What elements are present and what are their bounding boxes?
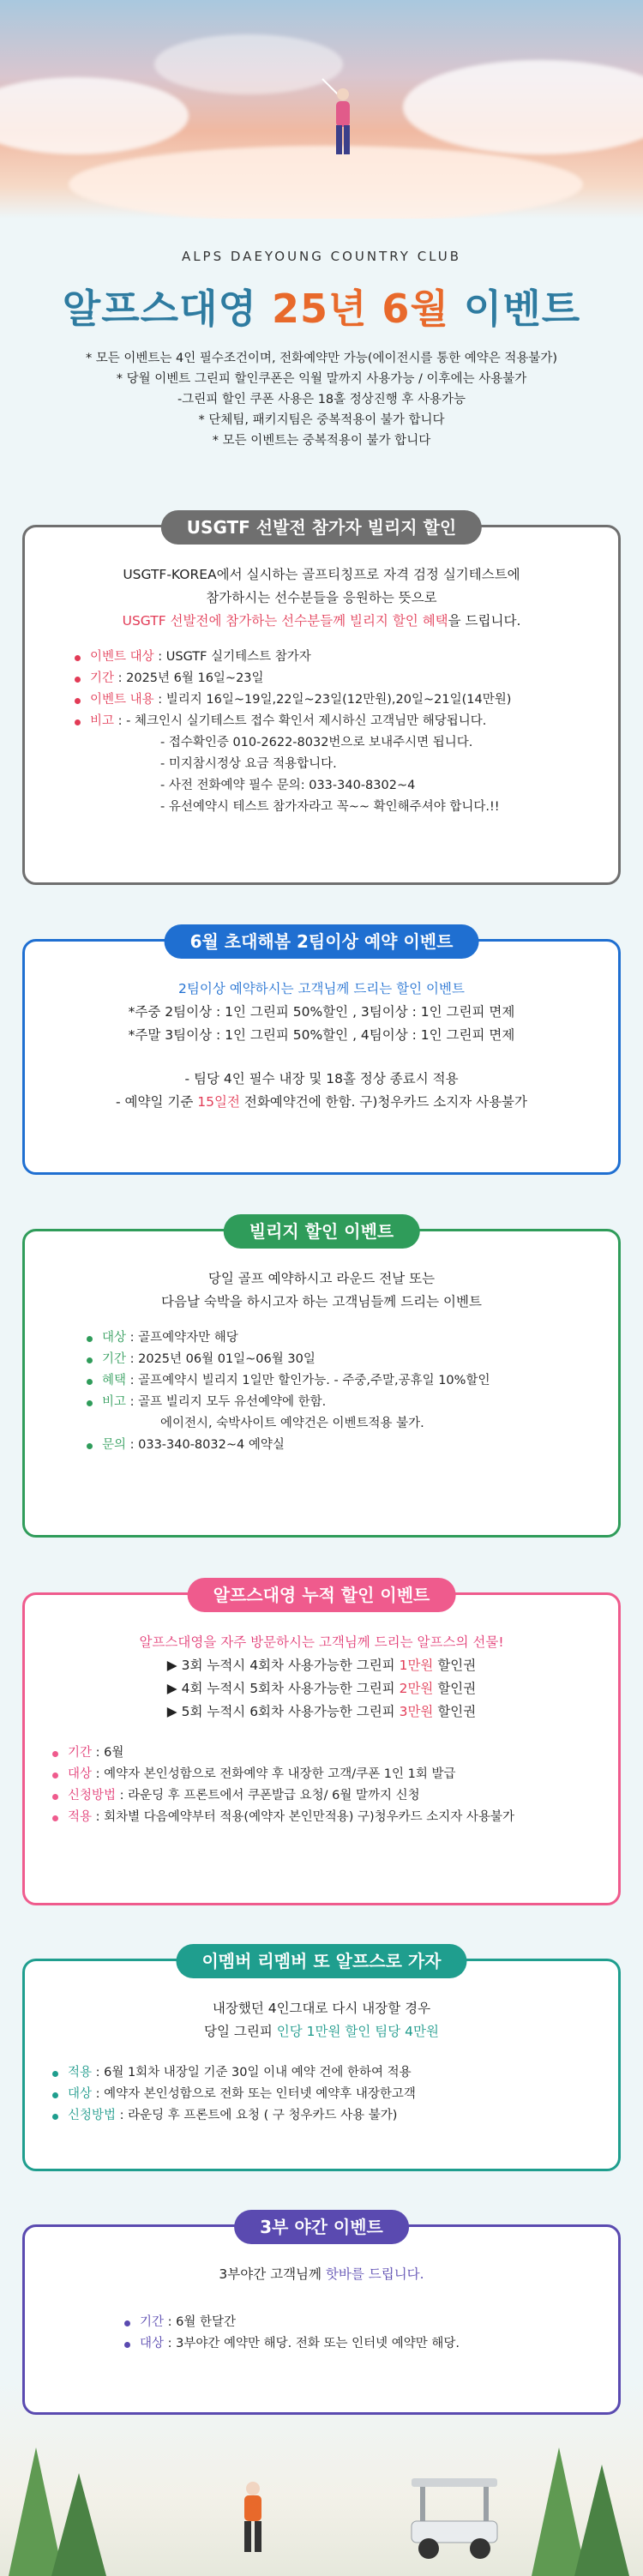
remark-line: - 미지참시정상 요금 적용합니다. — [160, 757, 337, 771]
two-team-event-card — [22, 931, 621, 1175]
highlight-text: 2만원 — [399, 1681, 434, 1696]
club-name: ALPS DAEYOUNG COUNTRY CLUB — [181, 249, 462, 264]
detail-item — [75, 711, 618, 732]
card-intro — [25, 2263, 618, 2286]
body-line: *주중 2팀이상 : 1인 그린피 50%할인 , 3팀이상 : 1인 그린피 면제 — [128, 1004, 515, 1020]
tree-shape — [532, 2447, 586, 2576]
intro-line: 참가하시는 선수분들을 응원하는 뜻으로 — [206, 590, 437, 605]
detail-label: 대상 — [102, 1331, 127, 1345]
card-title-pill: 3부 야간 이벤트 — [234, 2210, 409, 2244]
bullet-dot — [75, 655, 81, 661]
body-line: *주말 3팀이상 : 1인 그린피 50%할인 , 4팀이상 : 1인 그린피 면제 — [128, 1027, 515, 1043]
detail-text: : 033-340-8032~4 예약실 — [126, 1438, 285, 1452]
highlight-text: 1만원 — [399, 1658, 434, 1673]
detail-label: 비고 — [90, 714, 115, 728]
text-part: ▶ 4회 누적시 5회차 사용가능한 그린피 — [166, 1681, 400, 1696]
detail-label: 적용 — [68, 1810, 93, 1824]
detail-item — [52, 1807, 618, 1828]
detail-text: : 예약자 본인성함으로 전화예약 후 내장한 고객/쿠폰 1인 1회 발급 — [92, 1767, 456, 1781]
detail-text: : 회차별 다음예약부터 적용(예약자 본인만적용) 구)청우카드 소지자 사용불가 — [92, 1810, 514, 1824]
notice-line: -그린피 할인 쿠폰 사용은 18홀 정상진행 후 사용가능 — [177, 393, 466, 406]
page-header — [0, 249, 643, 451]
detail-text: : 라운딩 후 프론트에 요청 ( 구 청우카드 사용 불가) — [116, 2109, 398, 2122]
detail-label: 문의 — [102, 1438, 127, 1452]
card-headline: 알프스대영을 자주 방문하시는 고객님께 드리는 알프스의 선물! — [139, 1634, 504, 1650]
golfer-illustration — [231, 2478, 274, 2555]
detail-text: : - 체크인시 실기테스트 접수 확인서 제시하신 고객님만 해당됩니다. — [114, 714, 487, 728]
tree-shape — [51, 2473, 106, 2576]
detail-item — [75, 689, 618, 711]
detail-text: : 골프 빌리지 모두 유선예약에 한함. — [126, 1395, 327, 1409]
detail-item — [75, 668, 618, 689]
tree-shape — [9, 2447, 63, 2576]
text-part: - 예약일 기준 — [116, 1094, 198, 1110]
highlight-text: 15일전 — [197, 1094, 240, 1110]
detail-label: 이벤트 내용 — [90, 693, 154, 707]
title-part: 알프스대영 — [62, 286, 257, 332]
detail-item — [87, 1435, 618, 1456]
bullet-dot — [75, 698, 81, 704]
bullet-dot — [124, 2320, 130, 2326]
night-event-card — [22, 2217, 621, 2415]
spacer — [25, 1047, 618, 1068]
page-title — [0, 278, 643, 334]
detail-item — [75, 647, 618, 668]
detail-text: : 예약자 본인성함으로 전화 또는 인터넷 예약후 내장한고객 — [92, 2087, 416, 2101]
cloud-shape — [154, 34, 343, 94]
remember-event-card — [22, 1951, 621, 2171]
detail-item — [52, 2084, 618, 2105]
detail-item — [124, 2312, 618, 2333]
highlight-text: 3만원 — [399, 1704, 434, 1719]
cloud-shape — [0, 77, 189, 154]
event-details — [75, 647, 618, 732]
coupon-row — [25, 1654, 618, 1677]
remarks-sublist — [25, 732, 618, 818]
detail-item — [87, 1349, 618, 1370]
detail-text: 에이전시, 숙박사이트 예약건은 이벤트적용 불가. — [160, 1417, 424, 1430]
notice-line: * 당월 이벤트 그린피 할인쿠폰은 익월 말까지 사용가능 / 이후에는 사용불가 — [116, 372, 527, 386]
intro-line: USGTF-KOREA에서 실시하는 골프티칭프로 자격 검정 실기테스트에 — [123, 567, 520, 582]
bullet-dot — [87, 1357, 93, 1363]
detail-label: 신청방법 — [68, 1789, 117, 1803]
detail-label: 대상 — [140, 2337, 165, 2350]
detail-item — [52, 1785, 618, 1807]
text-part: ▶ 5회 누적시 6회차 사용가능한 그린피 — [166, 1704, 400, 1719]
card-headline: 2팀이상 예약하시는 고객님께 드리는 할인 이벤트 — [178, 981, 465, 996]
coupon-row — [25, 1700, 618, 1724]
text-part: 전화예약건에 한함. 구)청우카드 소지자 사용불가 — [239, 1094, 527, 1110]
bullet-dot — [52, 1751, 58, 1757]
detail-label: 비고 — [102, 1395, 127, 1409]
detail-label: 신청방법 — [68, 2109, 117, 2122]
detail-text: : 6월 한달간 — [164, 2315, 236, 2329]
bullet-dot — [52, 1794, 58, 1800]
body-line — [25, 1091, 618, 1114]
detail-text: : 3부야간 예약만 해당. 전화 또는 인터넷 예약만 해당. — [164, 2337, 460, 2350]
bullet-dot — [52, 2092, 58, 2098]
body-line: - 팀당 4인 필수 내장 및 18홀 정상 종료시 적용 — [184, 1071, 459, 1086]
detail-text: : USGTF 실기테스트 참가자 — [153, 650, 311, 664]
bullet-dot — [75, 677, 81, 683]
golfer-illustration — [315, 72, 367, 175]
golf-cart-illustration — [403, 2470, 506, 2564]
detail-text: : 2025년 6월 16일~23일 — [114, 671, 264, 685]
intro-line — [25, 610, 618, 633]
event-details — [52, 1742, 618, 1828]
notice-list — [0, 348, 643, 451]
event-details — [52, 2062, 618, 2127]
detail-label: 적용 — [68, 2066, 93, 2079]
highlight-text: 핫바를 드립니다. — [325, 2266, 424, 2282]
bullet-dot — [52, 2114, 58, 2120]
event-details — [87, 1327, 618, 1456]
detail-label: 기간 — [90, 671, 115, 685]
usgtf-event-card — [22, 517, 621, 885]
detail-label: 기간 — [140, 2315, 165, 2329]
card-intro — [25, 1997, 618, 2043]
tree-shape — [574, 2465, 629, 2576]
intro-line: 다음날 숙박을 하시고자 하는 고객님들께 드리는 이벤트 — [161, 1294, 482, 1309]
bullet-dot — [87, 1336, 93, 1342]
detail-item — [52, 1742, 618, 1764]
event-details — [124, 2312, 618, 2355]
card-title-pill: 알프스대영 누적 할인 이벤트 — [188, 1578, 456, 1612]
intro-line: 내장했던 4인그대로 다시 내장할 경우 — [212, 2001, 431, 2016]
bullet-dot — [75, 719, 81, 725]
detail-text: : 라운딩 후 프론트에서 쿠폰발급 요청/ 6월 말까지 신청 — [116, 1789, 420, 1803]
detail-label: 혜택 — [102, 1374, 127, 1387]
remark-line: - 접수확인증 010-2622-8032번으로 보내주시면 됩니다. — [160, 736, 473, 749]
intro-line: 당일 골프 예약하시고 라운드 전날 또는 — [207, 1271, 436, 1286]
village-discount-card — [22, 1221, 621, 1538]
detail-item — [52, 2105, 618, 2127]
bullet-dot — [52, 1815, 58, 1821]
detail-text: : 빌리지 16일~19일,22일~23일(12만원),20일~21일(14만원) — [153, 693, 512, 707]
detail-label: 이벤트 대상 — [90, 650, 154, 664]
card-intro — [25, 1267, 618, 1314]
text-part: 할인권 — [433, 1658, 477, 1673]
card-title-pill: USGTF 선발전 참가자 빌리지 할인 — [161, 510, 482, 545]
detail-text: : 6월 1회차 내장일 기준 30일 이내 예약 건에 한하여 적용 — [92, 2066, 412, 2079]
text-part: 할인권 — [433, 1681, 477, 1696]
detail-item — [87, 1327, 618, 1349]
remark-line: - 유선예약시 테스트 참가자라고 꼭~~ 확인해주셔야 합니다.!! — [160, 800, 500, 814]
detail-text: : 6월 — [92, 1746, 124, 1760]
intro-line — [25, 2020, 618, 2043]
cumulative-discount-card — [22, 1585, 621, 1905]
bullet-dot — [124, 2342, 130, 2348]
detail-text: : 골프예약시 빌리지 1일만 할인가능. - 주중,주말,공휴일 10%할인 — [126, 1374, 490, 1387]
notice-line: * 모든 이벤트는 4인 필수조건이며, 전화예약만 가능(에이전시를 통한 예약은 적용불가) — [85, 352, 558, 365]
coupon-row — [25, 1677, 618, 1700]
remark-line: - 사전 전화예약 필수 문의: 033-340-8302~4 — [160, 779, 416, 792]
card-body — [25, 1631, 618, 1724]
detail-item — [124, 2333, 618, 2355]
text-part: 할인권 — [433, 1704, 477, 1719]
text-part: ▶ 3회 누적시 4회차 사용가능한 그린피 — [166, 1658, 400, 1673]
card-title-pill: 이멤버 리멤버 또 알프스로 가자 — [176, 1944, 466, 1978]
notice-line: * 단체팀, 패키지팀은 중복적용이 불가 합니다 — [198, 413, 445, 427]
bullet-dot — [52, 1773, 58, 1779]
text-part: 당일 그린피 — [204, 2024, 277, 2039]
highlight-text: USGTF 선발전에 참가하는 선수분들께 빌리지 할인 혜택 — [122, 613, 448, 629]
detail-label: 기간 — [68, 1746, 93, 1760]
card-body — [25, 978, 618, 1114]
detail-item — [52, 1764, 618, 1785]
text-part: 3부야간 고객님께 — [219, 2266, 326, 2282]
detail-label: 대상 — [68, 1767, 93, 1781]
intro-line — [25, 2263, 618, 2286]
bullet-dot — [87, 1400, 93, 1406]
cloud-shape — [403, 60, 643, 154]
hero-banner — [0, 0, 643, 219]
card-intro — [25, 563, 618, 633]
notice-line: * 모든 이벤트는 중복적용이 불가 합니다 — [212, 434, 431, 448]
detail-label: 대상 — [68, 2087, 93, 2101]
intro-tail: 을 드립니다. — [448, 613, 521, 629]
detail-subline — [87, 1413, 618, 1435]
bullet-dot — [52, 2071, 58, 2077]
detail-item — [87, 1392, 618, 1413]
card-title-pill: 빌리지 할인 이벤트 — [224, 1214, 420, 1249]
detail-item — [87, 1370, 618, 1392]
bullet-dot — [87, 1379, 93, 1385]
detail-item — [52, 2062, 618, 2084]
detail-label: 기간 — [102, 1352, 127, 1366]
card-title-pill: 6월 초대해봄 2팀이상 예약 이벤트 — [165, 924, 479, 959]
detail-text: : 2025년 06월 01일~06월 30일 — [126, 1352, 315, 1366]
highlight-text: 인당 1만원 할인 팀당 4만원 — [276, 2024, 439, 2039]
bullet-dot — [87, 1443, 93, 1449]
detail-text: : 골프예약자만 해당 — [126, 1331, 238, 1345]
title-part: 이벤트 — [463, 286, 581, 332]
title-highlight: 25년 6월 — [271, 286, 449, 332]
